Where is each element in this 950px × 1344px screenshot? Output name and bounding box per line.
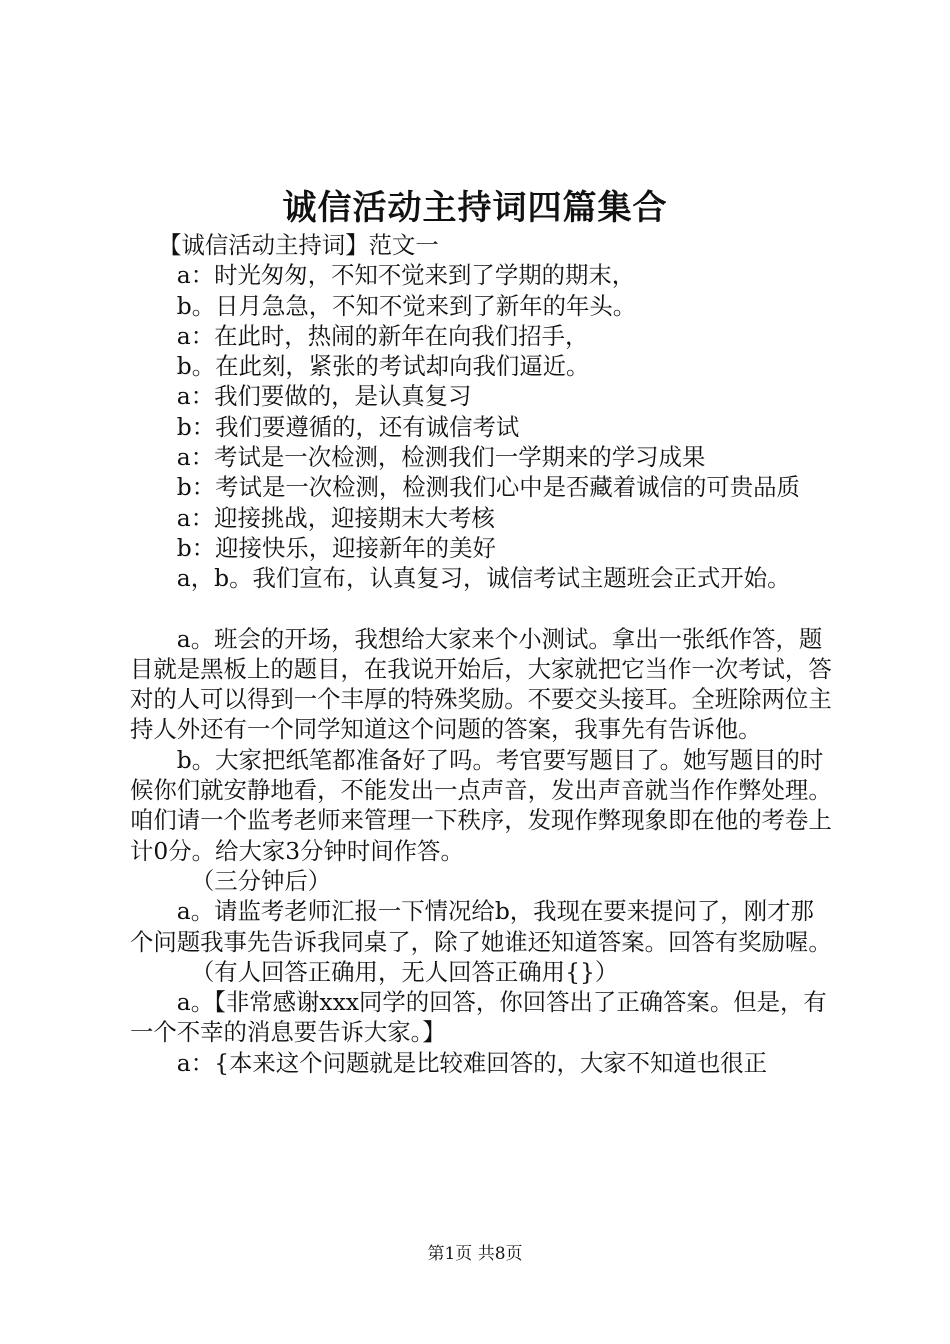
dialogue-line: b。在此刻，紧张的考试却向我们逼近。 [176, 352, 590, 381]
dialogue-line: b：考试是一次检测，检测我们心中是否藏着诚信的可贵品质 [176, 473, 800, 502]
dialogue-line: a：时光匆匆，不知不觉来到了学期的期末， [176, 261, 636, 290]
dialogue-line: a：迎接挑战，迎接期末大考核 [176, 503, 495, 532]
dialogue-line: b：我们要遵循的，还有诚信考试 [176, 412, 520, 441]
page-number: 第1页 共8页 [427, 1244, 523, 1264]
dialogue-paragraph: a。【非常感谢xxx同学的回答，你回答出了正确答案。但是，有一个不幸的消息要告诉大家。】 [130, 988, 827, 1047]
dialogue-paragraph: a。班会的开场，我想给大家来个小测试。拿出一张纸作答，题目就是黑板上的题目，在我说开始后，大家就把它当作一次考试，答对的人可以得到一个丰厚的特殊奖励。不要交头接耳。全班除两位主持人外还有一个同学知道这个问题的答案，我事先有告诉他。 [130, 624, 832, 744]
dialogue-line: a：考试是一次检测，检测我们一学期来的学习成果 [176, 443, 706, 472]
dialogue-line: a，b。我们宣布，认真复习，诚信考试主题班会正式开始。 [176, 564, 791, 593]
dialogue-line: a：在此时，热闹的新年在向我们招手， [176, 321, 589, 350]
dialogue-line: b：迎接快乐，迎接新年的美好 [176, 533, 496, 562]
dialogue-line: b。日月急急，不知不觉来到了新年的年头。 [176, 291, 637, 320]
dialogue-paragraph: b。大家把纸笔都准备好了吗。考官要写题目了。她写题目的时候你们就安静地看，不能发出一点声音，发出声音就当作作弊处理。咱们请一个监考老师来管理一下秩序，发现作弊现象即在他的考卷上计0分。给大家3分钟时间作答。 [130, 745, 832, 865]
dialogue-line: a：我们要做的，是认真复习 [176, 382, 472, 411]
document-title: 诚信活动主持词四篇集合 [282, 188, 668, 228]
stage-direction: （有人回答正确用，无人回答正确用{}） [190, 957, 619, 986]
dialogue-paragraph: a：{本来这个问题就是比较难回答的，大家不知道也很正 [176, 1048, 767, 1077]
stage-direction: （三分钟后） [190, 866, 332, 895]
document-body [130, 230, 834, 1078]
dialogue-paragraph: a。请监考老师汇报一下情况给b，我现在要来提问了，刚才那个问题我事先告诉我同桌了，除了她谁还知道答案。回答有奖励喔。 [130, 897, 832, 956]
section-heading: 【诚信活动主持词】范文一 [158, 231, 439, 259]
